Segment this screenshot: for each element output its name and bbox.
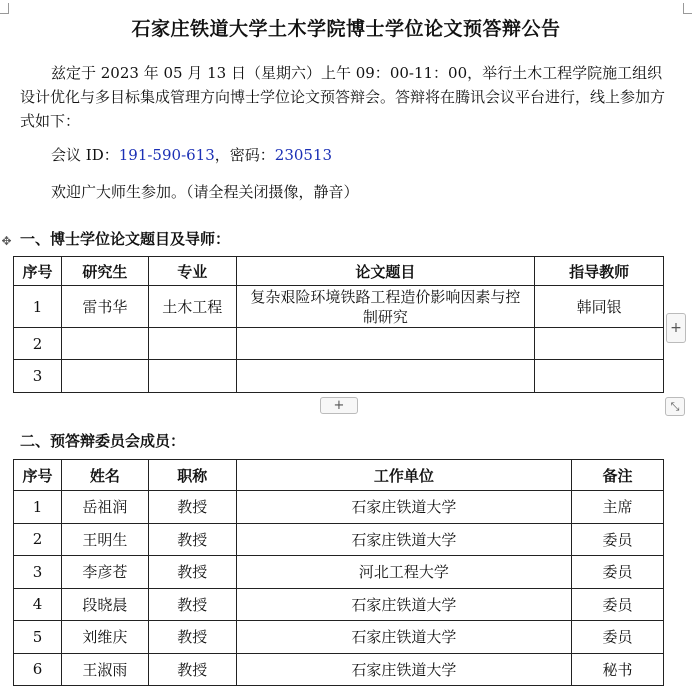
table-cell[interactable]	[148, 360, 236, 393]
table-row	[14, 491, 664, 524]
table-cell[interactable]: 教授	[148, 653, 236, 686]
table-resize-handle-icon[interactable]: ⤡	[665, 397, 685, 416]
table-cell[interactable]	[148, 328, 236, 360]
meeting-password-label: ，密码：	[214, 146, 275, 164]
table-move-handle-icon[interactable]: ✥	[1, 234, 12, 248]
table-row	[14, 523, 664, 556]
table-cell[interactable]: 委员	[572, 621, 664, 654]
table-row	[14, 360, 664, 393]
thesis-title-cell[interactable]: 复杂艰险环境铁路工程造价影响因素与控制研究	[236, 286, 535, 328]
table-cell[interactable]: 主席	[572, 491, 664, 524]
header-cell: 指导教师	[535, 257, 664, 286]
section-thesis-heading: 一、博士学位论文题目及导师：	[20, 230, 231, 248]
header-cell: 备注	[572, 460, 664, 491]
table-cell[interactable]: 教授	[148, 588, 236, 621]
table-cell[interactable]: 4	[14, 588, 62, 621]
committee-table	[13, 459, 664, 686]
table-cell[interactable]: 2	[14, 328, 62, 360]
page-corner-mark-right	[683, 3, 692, 14]
table-cell[interactable]: 教授	[148, 621, 236, 654]
table-cell[interactable]: 韩同银	[535, 286, 664, 328]
meeting-id-label: 会议 ID：	[51, 146, 119, 164]
meeting-id-value: 191-590-613	[118, 146, 215, 164]
table-cell[interactable]	[535, 328, 664, 360]
meeting-info	[51, 143, 692, 167]
add-row-button[interactable]: +	[320, 397, 358, 414]
header-cell: 序号	[14, 460, 62, 491]
table-cell[interactable]: 3	[14, 360, 62, 393]
table-row	[14, 286, 664, 328]
table-cell[interactable]: 石家庄铁道大学	[236, 491, 571, 524]
table-cell[interactable]: 6	[14, 653, 62, 686]
table-row	[14, 328, 664, 360]
add-column-button[interactable]: +	[666, 313, 686, 343]
header-cell: 工作单位	[236, 460, 571, 491]
table-cell[interactable]: 石家庄铁道大学	[236, 523, 571, 556]
table-cell[interactable]	[61, 328, 148, 360]
table-row	[14, 653, 664, 686]
table-cell[interactable]: 土木工程	[148, 286, 236, 328]
header-cell: 序号	[14, 257, 62, 286]
section-committee-heading: 二、预答辩委员会成员：	[20, 432, 186, 450]
table-header-row	[14, 257, 664, 286]
table-header-row	[14, 460, 664, 491]
table-cell[interactable]: 1	[14, 286, 62, 328]
table-cell[interactable]: 5	[14, 621, 62, 654]
table-cell[interactable]: 王淑雨	[61, 653, 148, 686]
table-cell[interactable]: 委员	[572, 556, 664, 589]
table-row	[14, 621, 664, 654]
table-cell[interactable]: 3	[14, 556, 62, 589]
table-cell[interactable]: 教授	[148, 491, 236, 524]
thesis-table	[13, 256, 664, 393]
header-cell: 研究生	[61, 257, 148, 286]
table-cell[interactable]: 岳祖润	[61, 491, 148, 524]
header-cell: 职称	[148, 460, 236, 491]
table-cell[interactable]: 委员	[572, 588, 664, 621]
table-cell[interactable]: 石家庄铁道大学	[236, 653, 571, 686]
header-cell: 专业	[148, 257, 236, 286]
table-cell[interactable]: 刘维庆	[61, 621, 148, 654]
welcome-note: 欢迎广大师生参加。（请全程关闭摄像，静音）	[51, 183, 359, 201]
table-cell[interactable]	[535, 360, 664, 393]
table-cell[interactable]: 1	[14, 491, 62, 524]
intro-paragraph: 兹定于 2023 年 05 月 13 日（星期六）上午 09：00-11：00，举行土木工程学院施工组织设计优化与多目标集成管理方向博士学位论文预答辩会。答辩将在腾讯会议平台进行，线上参加方式如下：	[20, 64, 666, 130]
meeting-password-value: 230513	[274, 146, 333, 164]
table-row	[14, 588, 664, 621]
table-cell[interactable]: 委员	[572, 523, 664, 556]
table-cell[interactable]: 2	[14, 523, 62, 556]
table-cell[interactable]	[61, 360, 148, 393]
table-cell[interactable]: 段晓晨	[61, 588, 148, 621]
table-cell[interactable]: 教授	[148, 523, 236, 556]
table-cell[interactable]: 雷书华	[61, 286, 148, 328]
header-cell: 姓名	[61, 460, 148, 491]
table-cell[interactable]: 河北工程大学	[236, 556, 571, 589]
page-title: 石家庄铁道大学土木学院博士学位论文预答辩公告	[131, 18, 561, 40]
table-cell[interactable]: 王明生	[61, 523, 148, 556]
table-cell[interactable]: 石家庄铁道大学	[236, 588, 571, 621]
table-cell[interactable]: 李彦苍	[61, 556, 148, 589]
table-cell[interactable]: 石家庄铁道大学	[236, 621, 571, 654]
table-cell[interactable]: 秘书	[572, 653, 664, 686]
table-row	[14, 556, 664, 589]
table-cell[interactable]	[236, 360, 535, 393]
page-corner-mark-left	[0, 3, 9, 14]
header-cell: 论文题目	[236, 257, 535, 286]
table-cell[interactable]: 教授	[148, 556, 236, 589]
table-cell[interactable]	[236, 328, 535, 360]
